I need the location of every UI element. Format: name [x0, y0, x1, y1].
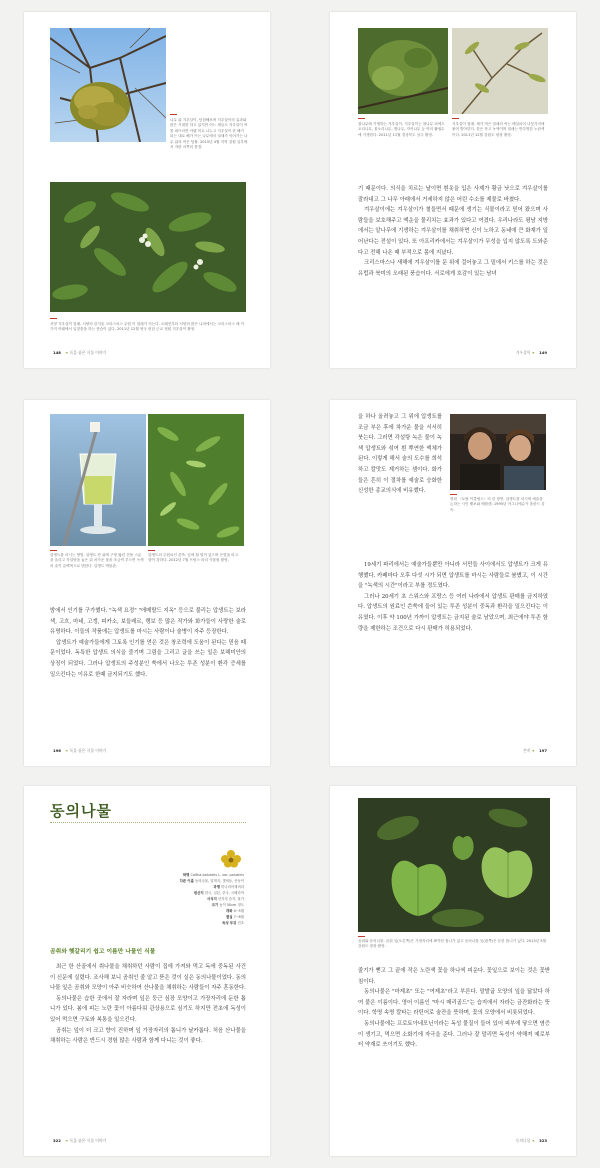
caption-mistletoe-berries: 서양 겨우살이 열매. 서양의 한겨울 크리스마스 무렵 이 열매가 익는다. 오래전부터 서양의 많은 나라에서는 크리스마스 때 이 가지 아래에서 입맞춤을 하는 풍습이 있다. 2011년 12월 영국 런던 근교 정원 겨우살이 촬영. — [50, 322, 245, 332]
caption-mistletoe-tree: 나무 위 겨우살이, 탐험해보며 겨우살이의 효과와 많은 기대를 하고 있지만 어느 새들도 겨우살이 씨를 퍼뜨리면 아랫 어로 나누고 겨우살이 한 해가 되는 대로 해가 뜨는 나무에서 열매가 익어가는 나무 위의 작은 덤불. 2015년 4월 지역 강원 일부에서 자란 서쪽의 풍경. — [170, 118, 248, 150]
folio — [50, 748, 106, 754]
caption-marker — [358, 118, 365, 119]
paragraph: 밤에서 인기를 구가했다. "녹색 요정" "에메랄드 지옥" 등으로 불리는 압생트는 보라색, 고흐, 마네, 고갱, 피카소, 보들레르, 랭보 등 많은 작가와 화가들이 사랑한 술로 유명하다. 이들의 작품에는 압생트를 마시는 사람이나 술병이 자주 등장한다. — [50, 608, 246, 636]
body-text — [50, 606, 246, 680]
info-label: 과명 — [213, 885, 220, 889]
running-title: 독을 품은 식물 이야기 — [69, 748, 107, 753]
page-number: 197 — [539, 748, 547, 753]
paragraph: 동의나물에는 프로토아네모닌이라는 독성 물질이 들어 있어 피부에 닿으면 염증이 생기고, 먹으면 소화기에 자극을 준다. 그러나 잘 말리면 독성이 약해져 예로부터 약재로 쓰이기도 했다. — [358, 1020, 550, 1049]
folio — [50, 350, 106, 356]
running-title: 동의나물 — [515, 1138, 531, 1143]
info-value: 7~8월 — [233, 915, 244, 919]
caption-leaves: 곰취와 동의나물. 곰취 잎(오른쪽)은 가장자리에 뾰족한 톱니가 있고 동의나물 잎(왼쪽)은 둔한 톱니가 있다. 2013년 5월 강원도 평창 촬영. — [358, 939, 547, 949]
paragraph: 겨우살이에는 겨우살이가 철들면서 때문에 생기는 식물이라고 믿어 왔으며 사람들을 보호해주고 액운을 물리치는 효과가 있다고 여겼다. 우리나라도 평남 지방에서는 알나무에 기생하는 겨우살이를 채취하면 신이 노하고 동네에 큰 화재가 일어난다는 전설이 있다. 또 아프리카에서는 겨우살이가 무성을 입지 않도록 도와준다고 전해 나온 때 부적으로 몸에 지녔다. — [358, 207, 548, 256]
page-148 — [24, 12, 270, 368]
info-row — [114, 920, 244, 926]
info-value: 한국, 일본, 중국, 시베리아 — [204, 891, 244, 895]
body-text — [358, 184, 548, 279]
paragraph: 동의나물은 "마제초" 또는 "여제초"라고 부른다. 말발굽 모양의 잎을 닮았다 하여 붙은 이름이다. 영어 이름인 "마시 매리골드"는 습지에서 자라는 금잔화라는 뜻이다. 학명 속명 칼타는 라틴어로 술잔을 뜻하며, 꽃의 모양에서 비롯되었다. — [358, 989, 550, 1017]
page-number: 323 — [539, 1138, 547, 1143]
absinthe-glass-photo — [50, 414, 146, 546]
leaf-folio-icon: ❧ — [65, 748, 69, 753]
info-value: 산지의 습지, 물가 — [217, 897, 244, 901]
page-number: 149 — [539, 350, 547, 355]
caption-oak-mistletoe: 참나무에 기생하는 겨우살이. 겨우살이는 참나무 외에도 오리나무, 물오리나무, 밤나무, 자작나무 등 여러 활엽수에 기생한다. 2011년 11월 경상북도 상주 촬영. — [358, 122, 445, 137]
page-322 — [24, 786, 270, 1156]
caption-marker — [450, 494, 457, 495]
paragraph: 압생트가 예술가들에게 그토록 인기를 얻은 것은 창조력에 도움이 된다는 믿음 때문이었다. 독특한 압생트 의식을 즐기며 그림을 그리고 글을 쓰는 일은 보헤미안의 상징이 되었다. 그러나 압생트의 주성분인 쑥에서 나오는 투존 성분이 환각 증세를 일으킨다는 이유로 한때 금지되기도 했다. — [50, 639, 246, 678]
caption-wormwood: 압생트의 주원료인 쓴쑥. 잎에 흰 털이 있으며 은빛을 띠고 향이 강하다. 2012년 7월 프랑스 파리 식물원 촬영. — [148, 553, 239, 563]
info-label: 서식지 — [206, 897, 217, 901]
oak-mistletoe-photo — [358, 28, 448, 114]
running-title: 쓴쑥 — [523, 748, 531, 753]
info-label: 크기 — [211, 903, 219, 907]
paragraph: 곰취는 잎이 더 크고 향이 진하며 잎 가장자리의 톱니가 날카롭다. 처음 산나물을 채취하는 사람은 반드시 경험 많은 사람과 함께 다니는 것이 좋다. — [50, 1027, 246, 1045]
body-text — [358, 966, 550, 1051]
info-label: 원산지 — [193, 891, 204, 895]
caption-mistletoe-branch: 겨우살이 열매. 새가 먹은 열매의 씨는 배설되어 나뭇가지에 붙어 발아한다. 꽃은 작고 녹색이며 열매는 반투명한 노란색이다. 2011년 12월 강원도 평창 촬영. — [452, 122, 545, 137]
paragraph: 을 하나 올려놓고 그 위에 압생트를 조금 부은 후에 차가운 물을 서서히 붓는다. 그러면 각설탕 녹은 물이 녹색 압생트와 섞여 흰 뿌연한 액체가 된다. 이렇게 해서 술의 도수를 희석하고 칼맛도 제거하는 셈이다. 화가들은 흔히 이 절차를 예술로 승화한 신성한 종교의식에 비유했다. — [358, 414, 442, 495]
info-value: 동의나물, 얼개지, 갯버들, 산동이 — [194, 879, 244, 883]
caption-marker — [170, 114, 177, 115]
info-value: 4~5월 — [233, 909, 244, 913]
leaf-folio-icon: ❧ — [531, 1138, 535, 1143]
page-number: 196 — [53, 748, 61, 753]
info-label: 학명 — [182, 873, 190, 877]
page-197 — [330, 400, 576, 766]
section-title: 동의나물 — [50, 802, 112, 820]
running-title: 독을 품은 식물 이야기 — [69, 350, 107, 355]
info-label: 다른 이름 — [179, 879, 194, 883]
leaf-folio-icon: ❧ — [65, 350, 69, 355]
info-label: 개화 — [225, 909, 233, 913]
paragraph: 그러나 20세기 초 스위스와 프랑스 등 여러 나라에서 압생트 판매를 금지하였다. 압생트의 원료인 쓴쑥에 들어 있는 투존 성분이 중독과 환각을 일으킨다는 이유였다. 이후 약 100년 가까이 압생트는 금지된 술로 남았으며, 최근에야 투존 함량을 제한하는 조건으로 다시 판매가 허용되었다. — [358, 593, 548, 632]
wormwood-photo — [148, 414, 244, 546]
folio — [516, 350, 550, 356]
caption-marker — [50, 550, 57, 551]
page-323 — [330, 786, 576, 1156]
info-label: 결실 — [225, 915, 233, 919]
body-text — [358, 560, 548, 634]
caption-marker — [148, 550, 155, 551]
mistletoe-branch-photo — [452, 28, 548, 114]
caption-marker — [50, 318, 57, 319]
mistletoe-berries-photo — [50, 182, 246, 312]
page-number: 322 — [53, 1138, 61, 1143]
folio — [523, 748, 550, 754]
mistletoe-tree-photo — [50, 28, 166, 142]
subheading: 곰취와 헷갈리기 쉽고 이름만 나물인 식물 — [50, 949, 156, 955]
folio — [516, 1138, 550, 1144]
caption-marker — [358, 936, 365, 937]
info-value: 전초 — [237, 921, 244, 925]
species-info-box — [114, 872, 244, 926]
info-value: 미나리아재비과 — [221, 885, 244, 889]
page-196 — [24, 400, 270, 766]
paragraph: 최근 한 산골에서 취나물을 채취하던 사람이 집에 가져와 먹고 독에 중독된 사건이 신문에 실렸다. 조사해 보니 곰취인 줄 알고 뜯은 것이 실은 동의나물이었다. 동의나물 잎은 곰취와 모양이 아주 비슷하여 산나물을 채취하는 사람들이 자주 혼동한다. — [50, 964, 246, 992]
info-label: 독성 부위 — [222, 921, 237, 925]
caption-marker — [452, 118, 459, 119]
marsh-marigold-leaves-photo — [358, 798, 550, 932]
paragraph: 기 때문이다. 의식을 치르는 날이면 흰옷을 입은 사제가 황금 낫으로 겨우살이를 잘라내고 그 나무 아래에서 거세하지 않은 어린 수소를 제물로 바쳤다. — [358, 186, 548, 203]
page-149 — [330, 12, 576, 368]
film-still-photo — [450, 414, 546, 490]
leaf-folio-icon: ❧ — [531, 748, 535, 753]
paragraph: 줄기가 뻗고 그 끝에 작은 노란색 꽃을 하나씩 피운다. 꽃잎으로 보이는 것은 꽃받침이다. — [358, 968, 550, 985]
caltha-flower-icon — [220, 850, 242, 868]
paragraph: 크리스마스나 새해에 겨우살이를 문 위에 걸어놓고 그 밑에서 키스를 하는 것은 유럽과 북미의 오래된 풍습이다. 서로에게 호감이 있는 남녀 — [358, 260, 548, 277]
paragraph: 19세기 파리에서는 예술가들뿐만 아니라 서민들 사이에서도 압생트가 크게 유행했다. 카페마다 오후 다섯 시가 되면 압생트를 마시는 사람들로 붐볐고, 이 시간을 "녹색의 시간"이라고 부를 정도였다. — [358, 562, 548, 590]
info-value: Caltha palustris L. var. palustris — [190, 873, 244, 877]
paragraph: 동의나물은 습한 곳에서 잘 자라며 잎은 둥근 심장 모양이고 가장자리에 둔한 톱니가 있다. 봄에 피는 노란 꽃이 아름다워 관상용으로 심기도 하지만 전초에 독성이 있어 먹으면 구토와 복통을 일으킨다. — [50, 995, 246, 1023]
body-text — [50, 962, 246, 1047]
body-column — [358, 412, 442, 497]
caption-absinthe: 압생트를 마시는 방법. 압생트 잔 위에 구멍 뚫린 전용 스푼을 올리고 각설탕을 놓은 뒤 차가운 물을 조금씩 부으면 녹색의 술이 유백색으로 변한다. 압생트 박물관. — [50, 553, 144, 568]
info-value: 높이 50cm 정도 — [219, 903, 244, 907]
folio — [50, 1138, 106, 1144]
running-title: 겨우살이 — [515, 350, 531, 355]
leaf-folio-icon: ❧ — [65, 1138, 69, 1143]
page-number: 148 — [53, 350, 61, 355]
caption-film: 영화 〈토탈 이클립스〉의 한 장면. 압생트를 마시며 예술을 논하는 시인 랭보와 베를렌. 1995년 아그니에슈카 홀란드 감독. — [450, 497, 545, 512]
title-divider — [50, 822, 246, 823]
running-title: 독을 품은 식물 이야기 — [69, 1138, 107, 1143]
leaf-folio-icon: ❧ — [531, 350, 535, 355]
